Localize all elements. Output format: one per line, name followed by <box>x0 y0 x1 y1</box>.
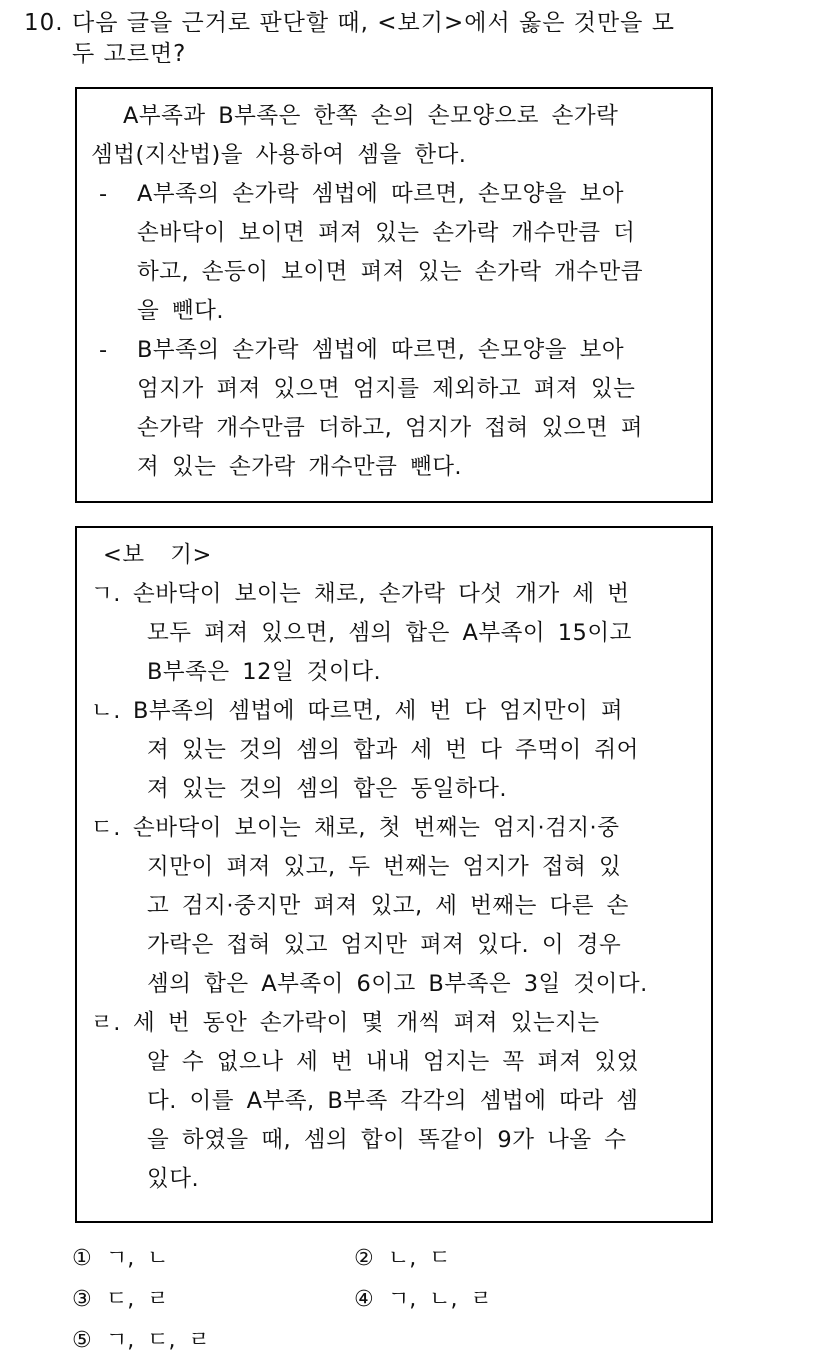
passage-bullet-b <box>91 331 689 487</box>
bullet-line: 손바닥이 보이면 펴져 있는 손가락 개수만큼 더 <box>137 220 636 246</box>
question-line-1 <box>24 8 784 39</box>
item-line: 손바닥이 보이는 채로, 첫 번째는 엄지·검지·중 <box>133 815 620 841</box>
item-line: 져 있는 것의 셈의 합과 세 번 다 주먹이 쥐어 <box>147 737 639 763</box>
item-line: 다. 이를 A부족, B부족 각각의 셈법에 따라 셈 <box>147 1088 639 1114</box>
item-marker: ㄴ. <box>91 698 121 724</box>
item-line: 세 번 동안 손가락이 몇 개씩 펴져 있는지는 <box>133 1010 600 1036</box>
bullet-line: 엄지가 펴져 있으면 엄지를 제외하고 펴져 있는 <box>137 376 636 402</box>
choice-4[interactable] <box>354 1279 636 1320</box>
item-line: 있다. <box>147 1166 200 1192</box>
item-line: 지만이 펴져 있고, 두 번째는 엄지가 접혀 있 <box>147 854 622 880</box>
bullet-line: 져 있는 손가락 개수만큼 뺀다. <box>137 454 463 480</box>
bullet-dash: - <box>99 181 108 207</box>
item-line: 알 수 없으나 세 번 내내 엄지는 꼭 펴져 있었 <box>147 1049 639 1075</box>
item-line: B부족은 12일 것이다. <box>147 659 382 685</box>
passage-bullet-a <box>91 175 689 331</box>
choice-row <box>72 1279 672 1320</box>
choice-number: ② <box>354 1246 374 1271</box>
bullet-line: B부족의 손가락 셈법에 따르면, 손모양을 보아 <box>137 337 625 363</box>
choice-3[interactable] <box>72 1279 354 1320</box>
item-marker: ㄷ. <box>91 815 121 841</box>
item-line: 손바닥이 보이는 채로, 손가락 다섯 개가 세 번 <box>133 581 630 607</box>
choice-number: ③ <box>72 1287 92 1312</box>
passage-box <box>75 87 713 503</box>
item-line: 셈의 합은 A부족이 6이고 B부족은 3일 것이다. <box>147 971 648 997</box>
passage-line: A부족과 B부족은 한쪽 손의 손모양으로 손가락 <box>123 103 619 129</box>
bogi-item-rieul <box>91 1004 689 1199</box>
choice-text: ㄴ, ㄷ <box>388 1246 451 1271</box>
bogi-item-giyeok <box>91 575 689 692</box>
passage-line: 셈법(지산법)을 사용하여 셈을 한다. <box>91 142 467 168</box>
bullet-line: A부족의 손가락 셈법에 따르면, 손모양을 보아 <box>137 181 625 207</box>
item-line: 고 검지·중지만 펴져 있고, 세 번째는 다른 손 <box>147 893 629 919</box>
answer-choices <box>72 1238 672 1361</box>
choice-text: ㄱ, ㄴ <box>106 1246 169 1271</box>
choice-number: ⑤ <box>72 1328 92 1353</box>
choice-row <box>72 1238 672 1279</box>
question-number: 10. <box>24 10 64 36</box>
question-text-1: 다음 글을 근거로 판단할 때, <보기>에서 옳은 것만을 모 <box>72 10 675 36</box>
item-line: 가락은 접혀 있고 엄지만 펴져 있다. 이 경우 <box>147 932 622 958</box>
question-text-2: 두 고르면? <box>72 41 187 67</box>
choice-2[interactable] <box>354 1238 636 1279</box>
choice-text: ㄷ, ㄹ <box>106 1287 169 1312</box>
item-line: B부족의 셈법에 따르면, 세 번 다 엄지만이 펴 <box>133 698 624 724</box>
item-line: 모두 펴져 있으면, 셈의 합은 A부족이 15이고 <box>147 620 632 646</box>
choice-1[interactable] <box>72 1238 354 1279</box>
choice-number: ① <box>72 1246 92 1271</box>
item-line: 져 있는 것의 셈의 합은 동일하다. <box>147 776 507 802</box>
bogi-item-nieun <box>91 692 689 809</box>
bullet-line: 손가락 개수만큼 더하고, 엄지가 접혀 있으면 펴 <box>137 415 644 441</box>
question-stem <box>24 8 784 70</box>
bullet-line: 하고, 손등이 보이면 펴져 있는 손가락 개수만큼 <box>137 259 644 285</box>
choice-text: ㄱ, ㄷ, ㄹ <box>106 1328 210 1353</box>
item-line: 을 하였을 때, 셈의 합이 똑같이 9가 나올 수 <box>147 1127 627 1153</box>
item-marker: ㄹ. <box>91 1010 121 1036</box>
bogi-title: <보 기> <box>103 542 212 568</box>
choice-number: ④ <box>354 1287 374 1312</box>
item-marker: ㄱ. <box>91 581 121 607</box>
bullet-line: 을 뺀다. <box>137 298 225 324</box>
bogi-item-digeut <box>91 809 689 1004</box>
bullet-dash: - <box>99 337 108 363</box>
choice-text: ㄱ, ㄴ, ㄹ <box>388 1287 492 1312</box>
bogi-box <box>75 526 713 1223</box>
